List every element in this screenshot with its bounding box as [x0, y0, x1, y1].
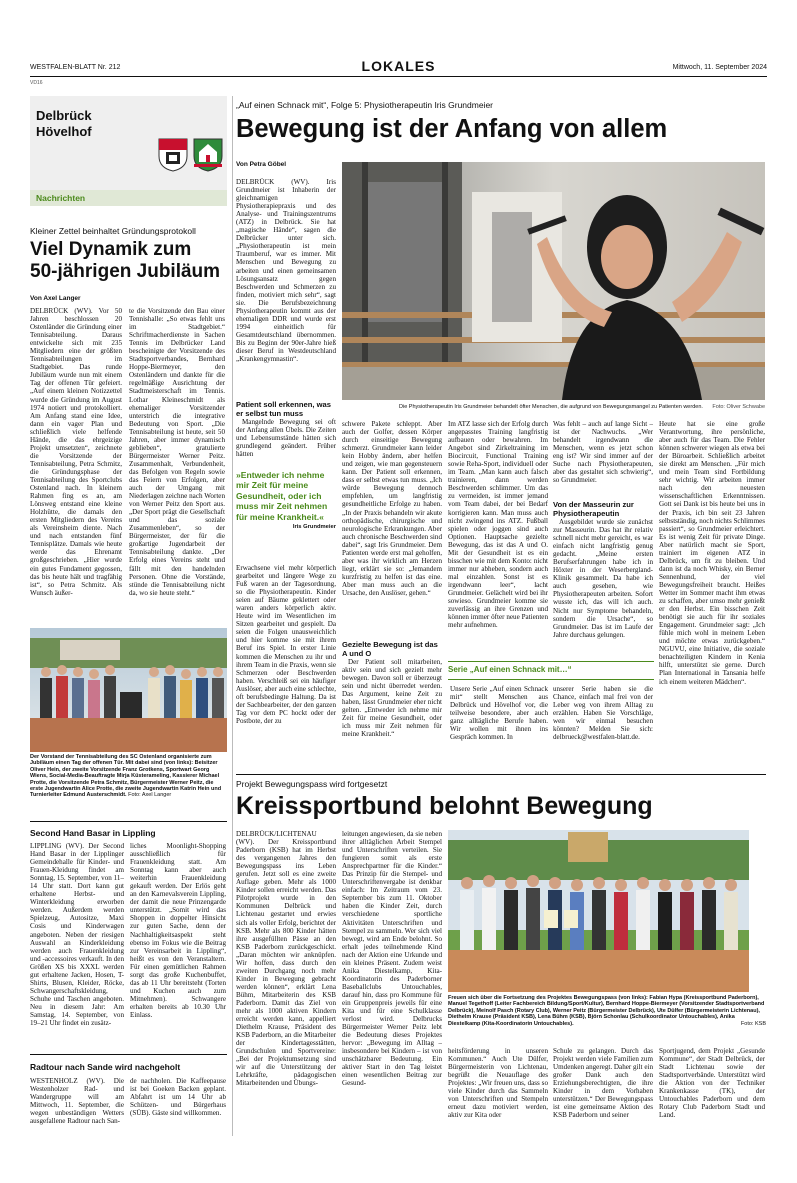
local-edition-box [30, 96, 227, 206]
article3-column2: leitungen angewiesen, da sie neben ihrer alltäglichen Arbeit Stempel und Unterschriften verteilen. Sie fungieren somit als erste Ansprechpartner für die Kinder.“ Das Prinzip für die Stempel- und Unterschriftenvergabe ist denkbar einfach: Im Zeitraum vom 23. September bis zum 11. Oktober haben die Kinder Zeit, durch verschiedene sportliche Aktivitäten Unterschriften und Stempel zu sammeln. Wer sich viel bewegt, wird am Ende belohnt. So erhalt jedes teilnehmende Kind nach der Aktion eine Urkunde und ein kleines Präsent. Zudem weist Anika Diestelkamp, Kita-Koordinatorin des Paderborner Baseballclubs Untouchables, darauf hin, dass pro Kommune für ein Gruppenpreis jeweils für eine Kita und für eine Schulklasse verlost wird. Delbrucks Bürgermeister Werner Peitz lebt die Bedeutung dieses Projektes hervor: „Bewegung im Alltag – insbesondere bei Kindern – ist von unschätzbarer Bedeutung. Ein aktiver Start in den Tag leistet einen wesentlichen Beitrag zur Gesund- [342, 830, 442, 1088]
article1-headline-line1: Viel Dynamik zum [30, 239, 192, 260]
article2-column5: Heute hat sie eine große Verantwortung, ihre persönliche, aber auch für das Team. Die Fehler können schwerer wiegen als etwa bei der Büroarbeit. Schließlich arbeitet sie direkt am Menschen. „Für mich und mein Team sind Fortbildung sehr wichtig. Wir arbeiten immer nach den neuesten wissenschaftlichen Erkenntnissen. Gott sei Dank ist bis heute bei uns in der Praxis, ich bin seit 23 Jahren selbstständig, noch nichts Schlimmes passiert“, so Grundmeier erleichtert. Es ist wenig Zeit für private Dinge. Aber natürlich macht sie Sport, trainiert im eigenen ATZ in Delbrück, um fit zu bleiben. Und dann ist da noch Whisky, ein Berner Sennenhund, der viel Bewegungsfreiheit braucht. Heißes Wetter im Sommer macht ihm etwas zu schaffen, aber umso mehr genießt er den Herbst. Ein bisschen Zeit benötigt sie auch für ihr soziales Engagement. Grundmeier sagt: „Ich fühle mich wohl in meinem Leben und möchte etwas zurückgeben.“ NGUVU, eine Initiative, die soziale benachteiligten Kindern in Kenia hilft, unterstützt sie gerne. Durch Plan International in Tansania helfe ich einem weiteren Mädchen“. [659, 420, 765, 686]
article2-column2: schwere Pakete schleppt. Aber auch der Golfer, dessen Körper durch einseitige Bewegung schmerzt. Grundmeier kann leider kein Hobby ändern, aber helfen und zeigen, wie man gegensteuern kann. Der Patient soll erkennen, dass er selbst etwas tun muss. „Ich würde Bewegung dennoch empfehlen, um langfristig gesundheitliche Erfolge zu haben. „In der Praxis behandeln wir akute orthopädische, chirurgische und neurologische Erkrankungen. Aber auch chronische Beschwerden sind dabei“, sagt Iris Grundmeier. Dem Patienten werde erst mal geholfen, aber was ihr wirklich am Herzen liegt, erklärt sie so: „Jemandem kurzfristig zu helfen ist das eine. Aber man muss auch an die Ursache, den Auslöser, gehen.“ [342, 420, 442, 597]
article1-kicker: Kleiner Zettel beinhaltet Gründungsprotokoll [30, 226, 196, 236]
series-info-box [448, 661, 654, 764]
header-rule [30, 76, 767, 77]
ksb-photo-caption: Freuen sich über die Fortsetzung des Projektes Bewegungspass (von links): Fabian Hypa (Kreissportbund Paderborn), Manuel Tegethoff (Leiter Fachbereich Bildung/Sport/Kultur), Bernhard Hoppe-Biermeyer (Vorsitzender Stadtsportverband Delbrück), Meinolf Pasch (Rotary Club), Werner Peitz (Bürgermeister Delbrück), Ute Dülfer (Bürgermeisterin Lichtenau), Diethelm Krause (Präsident KSB), Lena Bühm (KSB), Björn Schonlau (Schulkoordinator Untouchables), Anika Diestelkamp (Kita-Koordinatorin Untouchables). Foto: KSB [448, 995, 766, 1027]
divider [236, 774, 766, 775]
article2-column1-part2: Mangelnde Bewegung sei oft der Anfang allen Übels. Die Zeiten und Lebensumstände hätten sich grundlegend geändert. Früher hätten [236, 418, 336, 459]
brief1-title: Second Hand Basar in Lippling [30, 828, 156, 838]
newspaper-name: WESTFALEN-BLATT Nr. 212 [30, 64, 121, 71]
article2-column1-intro: DELBRÜCK (WV). Iris Grundmeier ist Inhaberin der gleichnamigen Physiotherapiepraxis und des Analyse- und Trainingszentrums (ATZ) in Delbrück. Sie hat „magische Hände“, sagen die Delbrücker unter sich. „Physiotherapeutin ist mein Traumberuf, war es immer. Mit Menschen und Bewegung zu arbeiten und einen gemeinsamen Lösungsansatz gegen Beschwerden und Schmerzen zu finden, motiviert mich sehr“, sagt sie. Die Berufsbezeichnung Physiotherapeutin kommt aus der ehemaligen DDR und wurde erst 1994 einheitlich für Gesamtdeutschland übernommen. Bis zu Beginn der 90er-Jahre hieß dieser Beruf in Westdeutschland „Krankengymnastin“. [236, 178, 336, 364]
series-box-col2: unserer Serie haben sie die Chance, einfach mal frei von der Leber weg von ihrem Alltag zu erzählen. Haben Sie Vorschläge, wen wir einmal besuchen könnten? Melden Sie sich: delbrueck@westfalen-blatt.de. [553, 685, 653, 742]
article1-column1: DELBRÜCK (WV). Vor 50 Jahren beschlossen 20 Ostenländer die Gründung einer Tennisabteilung. Daraus entwickelte sich mit 235 Mitgliedern eine der größten Tennisabteilungen im Stadtgebiet. Das runde Jubiläum wurde nun mit einem Tag der offenen Tür gefeiert. „Auf einem kleinen Notizzettel wurde die Gründung im August 1974 notiert und protokolliert. Am Anfang stand eine Idee, dann ein vager Plan und schließlich viele helfende Hände, die das ehrgeizige Projekt umsetzten“, zeichnete die Vorsitzende der Tennisabteilung, Petra Schmitz, die Gründungsphase der Tennisabteilung des Sportclubs Ostenland nach. In kleinem Rahmen fing es an, am Lönsweg entstand eine kleine Holzhütte, die damals den ersten Mitgliedern des Vereins als Vereinsheim diente. Nach und nach entstanden fünf Tennisplätze. Damals wie heute werde das Ehrenamt großgeschrieben. „Hier wurde ein gutes Fundament gegossen, das bis heute hält und tragfähig ist“, so Petra Schmitz. Als Wunsch äußer- [30, 307, 122, 597]
article3-column5: Sportjugend, dem Projekt „Gesunde Kommune“, der Stadt Delbrück, der Stadt Lichtenau sowie der Stadtsportverbände. Unterstützt wird die Aktion von der Techniker Krankenkasse (TK), der Untouchables Paderborn und dem Rotary Club Paderborn Stadt und Land. [659, 1047, 765, 1120]
brief1-column1: LIPPLING (WV). Der Second Hand Basar in der Lipplinger Gemeindehalle für Kinder- und Frauen-Kleidung findet am Sonntag, 15. September, von 11–14 Uhr statt. Dort kann gut erhaltene Herbst- und Winterkleidung erworben werden. Außerdem werden Spielzeug, Autositze, Maxi Cosis und Kinderwagen angeboten. Neben der riesigen Auswahl an Kinderkleidung werden auch Frauenkleidung und -accessoires verkauft. In den Größen XS bis XXXL werden gut erhaltene Jacken, Hosen, T-Shirts, Blusen, Kleider, Röcke, Schwangerschaftskleidung, Schuhe und Taschen angeboten. Neu in diesem Jahr: Am Samstag, 14. September, von 19–21 Uhr findet ein zusätz- [30, 842, 124, 1028]
town-hoevelhof: Hövelhof [36, 124, 92, 139]
article3-column1: DELBRÜCK/LICHTENAU (WV). Der Kreissportbund Paderborn (KSB) hat im Herbst des vergangenen Jahres den Bewegungspass ins Leben gerufen. Jetzt soll es eine zweite Auflage geben. Mehr als 1000 Kinder sollen erreicht werden. Das Pilotprojekt wurde in den Kommunen Delbrück und Lichtenau gestartet und erwies sich als voller Erfolg, berichtet der KSB. Mehr als 800 Kinder hätten ihre ausgefüllten Pässe an den KSB Paderborn zurückgeschickt. „Daran möchten wir anknüpfen. Wir hoffen, dass durch den zweiten Durchgang noch mehr Kinder in Bewegung gebracht werden können“, erklärt Lena Bühm, Mitarbeiterin des KSB Paderborn. Damit das Ziel von mehr als 1000 aktiven Kindern erreicht werden kann, appelliert Diethelm Krause, Präsident des KSB Paderborn, an die Mitarbeiter der Kindertagesstätten, Grundschulen und Sportvereine: „Bei der Projektumsetzung sind wir auf die Unterstützung der Lehrkräfte, pädagogischen Mitarbeitenden und Übungs- [236, 830, 336, 1088]
divider [30, 821, 227, 822]
tennis-photo-caption: Der Vorstand der Tennisabteilung des SC Ostenland organisierte zum Jubiläum einen Tag der offenen Tür. Mit dabei sind (von links): Beisitzer Oliver Hein, der zweite Vorsitzende Franz Grotkens, Sportwart Georg Wiens, Social-Media-Beauftragte Mirja Küsterameling, Kassierer Michael Protte, die Vorsitzende Petra Schmitz, Bürgermeister Werner Peitz, die erste Jugendwartin Alice Protte, die zweite Jugendwartin Katrin Hein und Turnierleiter Edmund Austerschmidt. Foto: Axel Langer [30, 754, 222, 799]
article2-subhead1: Patient soll erkennen, was er selbst tun muss [236, 400, 331, 418]
article2-column1-part3: Erwachsene viel mehr körperlich gearbeitet und längere Wege zu Fuß waren an der Tagesordnung, so die Physiotherapeutin. Kinder seien auf Bäume geklettert oder waren anders körperlich aktiv. Heute wird im Wesentlichen im Sitzen gearbeitet und gespielt. Da seien die Folgen unausweichlich und hier komme sie mit ihrem Beruf ins Spiel. In erster Linie kommen die Menschen zu ihr und ihrem Team in die Praxis, wenn sie Schmerzen oder Beschwerden haben. Verschleiß sei ein häufiger Auslöser, aber auch eine schlechte, oft berufsbedingte Haltung. Da ist der Sachbearbeiter, der den ganzen Tag vor dem PC hockt oder der Postbote, der zu [236, 564, 336, 725]
article3-column4: Schule zu gelangen. Durch das Projekt werden viele Familien zum Umdenken angeregt. Daher gilt ein großer Dank auch den Erziehungsberechtigten, die ihre Kinder in dem Vorhaben unterstützen.“ Der Bewegungspass ist eine gemeinsame Aktion des KSB Paderborn und seiner [553, 1047, 653, 1120]
pull-quote [236, 470, 336, 560]
article3-headline: Kreissportbund belohnt Bewegung [236, 792, 653, 820]
brief2-column1: WESTENHOLZ (WV). Die Westenholzer Rad- und Wandergruppe will am Mittwoch, 11. September, die wegen unbeständigen Wetters ausgefallene Radtour nach San- [30, 1077, 124, 1126]
article2-column4: Was fehlt – auch auf lange Sicht – ist der Nachwuchs. „Wer behandelt irgendwann die Menschen, wenn es jetzt schon eng ist? Wir sind immer auf der Suche nach Physiotherapeuten, aber das gestaltet sich schwierig“, so Grundmeier. [553, 420, 653, 485]
series-box-col1: Unsere Serie „Auf einen Schnack mit“ stellt Menschen aus Delbrück und Hövelhof vor, die teilweise besondere, aber auch ganz alltägliche Berufe haben. Wir wollen mit ihnen ins Gespräch kommen. In [450, 685, 548, 742]
town-delbrueck: Delbrück [36, 108, 92, 123]
pull-quote-author: Iris Grundmeier [292, 524, 336, 531]
physio-photo-caption: Die Physiotherapeutin Iris Grundmeier behandelt öfter Menschen, die aufgrund von Bewegungsmangel zu Patienten werden. Foto: Oliver Schwabe [399, 404, 765, 410]
news-tag: Nachrichten [36, 193, 86, 203]
article2-column2-part2: Der Patient soll mitarbeiten, aktiv sein und sich gezielt mehr bewegen. Davon soll er überzeugt sein und nicht überredet werden. Das Argument, keine Zeit zu haben, lässt Grundmeier eher nicht gelten. „Entweder ich nehme mir Zeit für meine Gesundheit, oder ich muss mir Zeit nehmen für meine Krankheit.“ [342, 658, 442, 739]
physiotherapist-photo [342, 162, 765, 400]
article2-subhead2: Gezielte Bewegung ist das A und O [342, 640, 438, 658]
article2-subhead3: Von der Masseurin zur Physiotherapeutin [553, 500, 634, 518]
brief2-title: Radtour nach Sande wird nachgeholt [30, 1062, 181, 1072]
hoevelhof-coat-of-arms-icon [193, 138, 223, 172]
series-box-title: Serie „Auf einen Schnack mit…“ [448, 661, 654, 680]
article2-column3: Im ATZ lasse sich der Erfolg durch angepasstes Training langfristig aufbauen oder bewahren. Im Angebot sind Zirkeltraining im Biocircuit, Functional Training sowie Reha-Sport, individuell oder im Team. „Man kann auch falsch trainieren, dann werden Beschwerden schlimmer. Um das zu vermeiden, ist immer jemand vom Team dabei, der bei Bedarf korrigieren kann. Man muss auch nicht zwingend ins ATZ. Fußball spielen oder joggen sind auch Optionen. Hauptsache gezielte Bewegung, das ist das A und O. Mit der Gesundheit ist es ein bisschen wie mit dem Konto: nicht immer nur abheben, sondern auch mal einzahlen. Sonst ist es irgendwann leer“, lacht Grundmeier. Gelächelt wird bei ihr sowieso. Grundmeier komme sie zuverlässig an ihre Grenzen und können immer öfter neue Patienten mehr aufnehmen. [448, 420, 548, 630]
article1-author: Von Axel Langer [30, 295, 81, 302]
column-separator [232, 96, 233, 1136]
brief1-column2: liches Moonlight-Shopping ausschließlich für Frauenkleidung statt. Am Sonntag kann aber auch weiterhin Frauenkleidung gekauft werden. Der Erlös geht an den Karnevalsverein Lippling, der damit die neue Prinzengarde unterstützt. „Somit wird das Shoppen in doppelter Hinsicht zur guten Sache, denn der Nachhaltigkeitsaspekt steht ebenso im Fokus wie die Beitrag zur Vereinsarbeit in Lippling“, heißt es von den Veranstaltern. Für einen gemütlichen Rahmen sorgt das große Kuchenbuffet, das ab 11 Uhr bereitsteht (Torten und Kuchen auch zum Mitnehmen). Schwangere erhalten bereits ab 10.30 Uhr Einlass. [130, 842, 226, 1019]
delbrueck-coat-of-arms-icon [158, 138, 188, 172]
brief2-column2: de nachholen. Die Kaffeepause ist bei Goeken Backen geplant. Abfahrt ist um 14 Uhr ab Schützen- und Bürgerhaus (SÜB). Gäste sind willkommen. [130, 1077, 226, 1118]
article1-headline-line2: 50-jährigen Jubiläum [30, 261, 221, 282]
issue-date: Mittwoch, 11. September 2024 [672, 64, 767, 71]
article3-kicker: Projekt Bewegungspass wird fortgesetzt [236, 779, 388, 789]
pull-quote-text: »Entweder ich nehme mir Zeit für meine Gesundheit, oder ich muss mir Zeit nehmen für meine Krankheit.« [236, 470, 328, 522]
article2-headline: Bewegung ist der Anfang von allem [236, 115, 668, 143]
section-title: LOKALES [361, 58, 436, 74]
tennis-group-photo [30, 628, 227, 752]
article1-column2: te die Vorsitzende den Bau einer Tennishalle: „So etwas fehlt uns im Stadtgebiet.“ Schriftmacherdienste in Sachen Tennis im Delbrücker Land bescheinigte der Vorsitzende des Stadtsportverbandes, Bernhard Hoppe-Biermeyer, den Ostenländern und dankte für die regelmäßige Ausrichtung der Stadtmeisterschaft im Tennis. Lothar Kleineschmidt als ehemaliger Vorsitzender unterstrich die integrative Bedeutung von Sport. „Die Tennisabteilung ist heute, seit 50 Jahren, aber immer dynamisch geblieben“, gratulierte Bürgermeister Werner Peitz. Zusammenhalt, Verbundenheit, das Befolgen von Regeln sowie das Feiern von Erfolgen, aber auch der Umgang mit Niederlagen zeichne nach Worten von Werner Peitz den Sport aus. „Der Sport prägt die Gesellschaft und das soziale Zusammenleben“, so der Bürgermeister, der für die großartige Jugendarbeit der Tennisabteilung dankte. „Der Erfolg eines Vereins steht und fällt mit den handelnden Personen. Ohne die Vorstände, stünde die Tennisabteilung nicht da, wo sie heute steht.“ [129, 307, 225, 597]
page-code: VD16 [30, 80, 43, 86]
article2-author: Von Petra Göbel [236, 161, 287, 168]
kreissportbund-group-photo [448, 830, 749, 992]
article3-column3: heitsförderung in unseren Kommunen.“ Auch Ute Dülfer, Bürgermeisterin von Lichtenau, begrüßt die Neuauflage des Projektes: „Wir freuen uns, dass so viele Kinder durch das Sammeln von Unterschriften und Stempeln erneut dazu motiviert werden, aktiv zur Kita oder [448, 1047, 548, 1120]
divider [30, 1054, 227, 1055]
article2-column4-part2: Ausgebildet wurde sie zunächst zur Masseurin. Das hat ihr relativ schnell nicht mehr gereicht, es war einfach nicht langfristig genug gedacht. „Meine ersten Berufserfahrungen habe ich in Höxter in der Weserbergland-Klinik gesammelt. Da habe ich auch gesehen, wie Physiotherapeuten arbeiten. Sofort wusste ich, das will ich auch. Nicht nur Symptome behandeln, sondern die Ursache“, so Grundmeier. Das ist im Laufe der Jahre durchaus gelungen. [553, 518, 653, 639]
article2-kicker: „Auf einen Schnack mit“, Folge 5: Physiotherapeutin Iris Grundmeier [236, 100, 494, 110]
